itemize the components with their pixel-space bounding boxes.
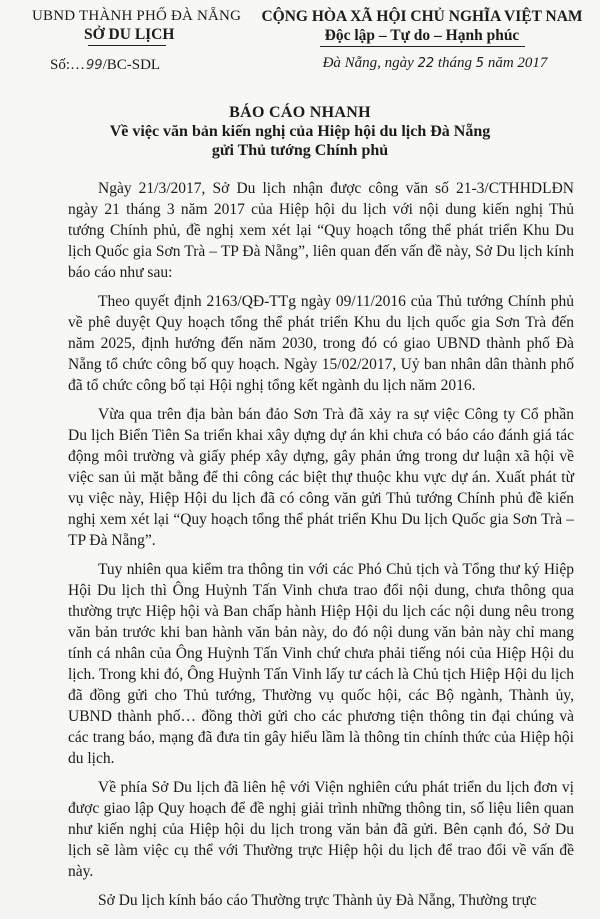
number-handwritten: 99 bbox=[86, 58, 103, 73]
body-paragraph-6: Sở Du lịch kính báo cáo Thường trực Thành ủy Đà Nẵng, Thường trực bbox=[98, 892, 537, 909]
report-body bbox=[68, 178, 574, 919]
motto-underline bbox=[320, 46, 525, 47]
date-month: 5 bbox=[475, 56, 485, 71]
issuer-header bbox=[30, 8, 290, 74]
department-underline bbox=[88, 45, 166, 46]
date-year: năm 2017 bbox=[487, 55, 548, 71]
date-month-word: tháng bbox=[437, 55, 473, 71]
body-paragraph-5: Về phía Sở Du lịch đã liên hệ với Viện nghiên cứu phát triển du lịch đơn vị được giao lập Quy hoạch để đề nghị giải trình những thông tin, số liệu liên quan như kiến nghị của Hiệp hội du lịch trong văn bản đã gửi. Bên cạnh đó, Sở Du lịch sẽ làm việc cụ thể với Thường trực Hiệp hội du lịch để trao đổi về vấn đề này. bbox=[68, 779, 574, 880]
national-motto: Độc lập – Tự do – Hạnh phúc bbox=[324, 27, 520, 44]
title-heading: BÁO CÁO NHANH bbox=[229, 104, 371, 121]
report-title bbox=[0, 104, 600, 160]
document-date bbox=[252, 55, 592, 72]
number-suffix: /BC-SDL bbox=[102, 57, 161, 73]
national-header bbox=[252, 8, 592, 72]
date-place: Đà Nẵng, ngày bbox=[322, 55, 414, 71]
title-subject-line1: Về việc văn bản kiến nghị của Hiệp hội du lịch Đà Nẵng bbox=[109, 123, 491, 140]
number-prefix: Số: bbox=[50, 57, 71, 73]
document-number: Số:…99/BC-SDL bbox=[50, 57, 161, 73]
date-day: 22 bbox=[417, 56, 435, 71]
nation-name: CỘNG HÒA XÃ HỘI CHỦ NGHĨA VIỆT NAM bbox=[261, 8, 583, 25]
title-subject-line2: gửi Thủ tướng Chính phủ bbox=[211, 142, 389, 159]
department-name: SỞ DU LỊCH bbox=[84, 26, 175, 43]
body-paragraph-3: Vừa qua trên địa bàn bán đảo Sơn Trà đã xảy ra sự việc Công ty Cổ phần Du lịch Biển Tiên Sa triển khai xây dựng dự án khi chưa có báo cáo đánh giá tác động môi trường và giấy phép xây dựng, gây phản ứng trong dư luận xã hội về việc san ủi mặt bằng để thi công các biệt thự thuộc khu vực dự án. Xuất phát từ vụ việc này, Hiệp Hội du lịch đã có công văn gửi Thủ tướng Chính phủ đề kiến nghị xem xét lại “Quy hoạch tổng thể phát triển Khu Du lịch Quốc gia Sơn Trà – TP Đà Nẵng”. bbox=[68, 406, 574, 549]
body-paragraph-1: Ngày 21/3/2017, Sở Du lịch nhận được công văn số 21-3/CTHHDLĐN ngày 21 tháng 3 năm 2017 của Hiệp hội du lịch với nội dung kiến nghị Thủ tướng Chính phủ, đề nghị xem xét lại “Quy hoạch tổng thể phát triển Khu Du lịch Quốc gia Sơn Trà – TP Đà Nẵng”, liên quan đến vấn đề này, Sở Du lịch kính báo cáo như sau: bbox=[68, 180, 574, 281]
agency-name: UBND THÀNH PHỐ ĐÀ NẴNG bbox=[32, 8, 242, 24]
body-paragraph-2: Theo quyết định 2163/QĐ-TTg ngày 09/11/2016 của Thủ tướng Chính phủ về phê duyệt Quy hoạch tổng thể phát triển Khu du lịch quốc gia Sơn Trà đến năm 2025, định hướng đến năm 2030, trong đó có giao UBND thành phố Đà Nẵng tổ chức công bố quy hoạch. Ngày 15/02/2017, Uỷ ban nhân dân thành phố đã tổ chức công bố tại Hội nghị tổng kết ngành du lịch năm 2016. bbox=[68, 293, 574, 394]
body-paragraph-4: Tuy nhiên qua kiểm tra thông tin với các Phó Chủ tịch và Tổng thư ký Hiệp Hội Du lịch thì Ông Huỳnh Tấn Vinh chưa trao đổi nội dung, chưa thông qua thường trực Hiệp hội và Ban chấp hành Hiệp Hội du lịch các nội dung nêu trong văn bản trước khi ban hành văn bản này, do đó nội dung văn bản này chỉ mang tính cá nhân của Ông Huỳnh Tấn Vinh chứ chưa phải tiếng nói của Hiệp Hội du lịch. Trong khi đó, Ông Huỳnh Tấn Vinh lấy tư cách là Chủ tịch Hiệp Hội du lịch đã đồng gửi cho Thủ tướng, Thường vụ quốc hội, các Bộ ngành, Thành ủy, UBND thành phố… đồng thời gửi cho các phương tiện thông tin đại chúng và các trang báo, mạng đã đưa tin gây hiểu lầm là thông tin chính thức của Hiệp hội du lịch. bbox=[68, 561, 574, 767]
